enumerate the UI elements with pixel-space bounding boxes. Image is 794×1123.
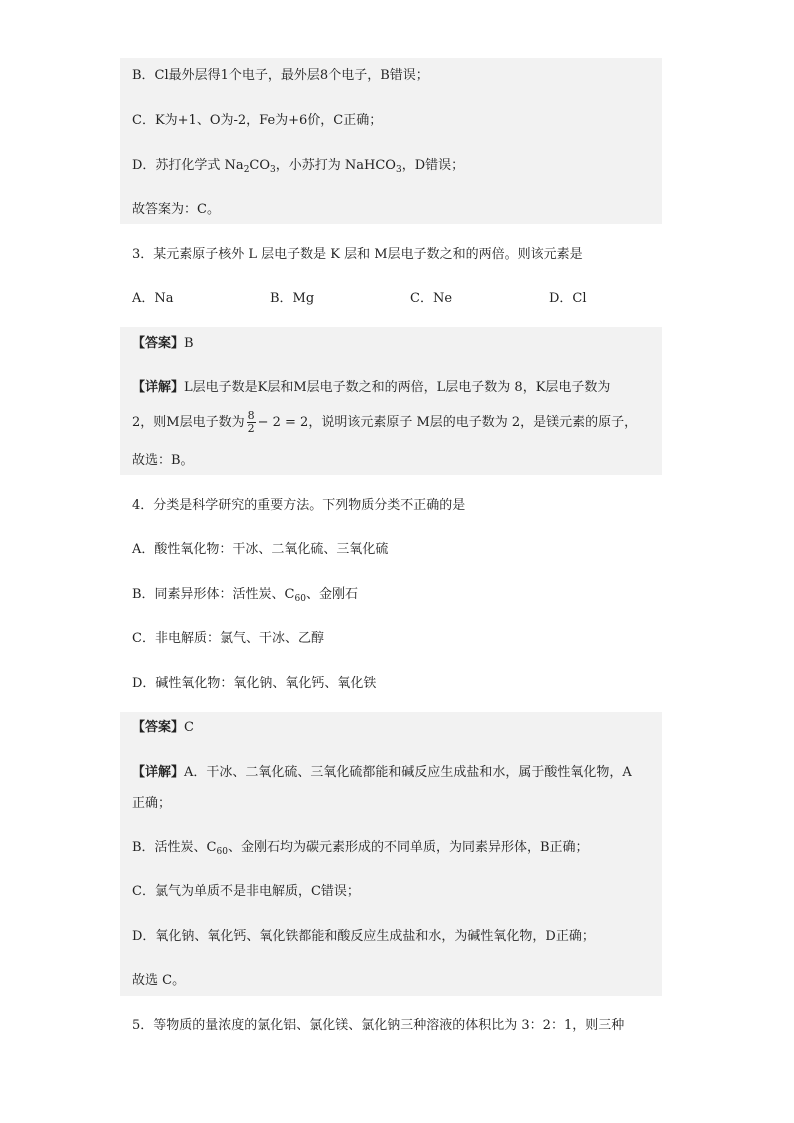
q2-detail-b: B．Cl最外层得1个电子，最外层8个电子，B错误；: [132, 68, 429, 83]
q3-option-d: D．Cl: [549, 291, 587, 306]
solution-block-q3: [120, 327, 662, 475]
fraction: $\frac{8}{2}$: [247, 409, 255, 435]
q2-detail-c: C．K为+1、O为-2，Fe为+6价，C正确；: [132, 113, 383, 128]
q2-conclusion: 故答案为：C。: [132, 202, 220, 217]
q4-answer: 【答案】C: [132, 720, 194, 735]
q3-option-b: B．Mg: [270, 291, 315, 306]
q2-detail-d: D．苏打化学式 $Na_2CO_3$，小苏打为 NaHCO$_3$，D错误；: [132, 158, 465, 175]
q3-option-a: A．Na: [132, 291, 174, 306]
q4-detail-a-line2: 正确；: [132, 796, 172, 811]
q4-option-d: D．碱性氧化物：氧化钠、氧化钙、氧化铁: [132, 676, 377, 691]
q3-detail-line3: 故选：B。: [132, 453, 194, 468]
q3-detail-line2: 2，则M层电子数为 $\frac{8}{2}$ − 2 = 2，说明该元素原子 M层的电子数为 2，是镁元素的原子，: [132, 409, 638, 435]
q4-conclusion: 故选 C。: [132, 973, 186, 988]
q3-detail-line1: 【详解】L层电子数是K层和M层电子数之和的两倍，L层电子数为 8，K层电子数为: [132, 380, 611, 395]
q3-stem: 3．某元素原子核外 L 层电子数是 K 层和 M层电子数之和的两倍。则该元素是: [132, 247, 583, 262]
q4-option-a: A．酸性氧化物：干冰、二氧化硫、三氧化硫: [132, 542, 389, 557]
q4-stem: 4．分类是科学研究的重要方法。下列物质分类不正确的是: [132, 498, 466, 513]
q3-option-c: C．Ne: [410, 291, 453, 306]
q4-option-b: B．同素异形体：活性炭、$C_{60}$、金刚石: [132, 587, 358, 604]
q5-stem: 5．等物质的量浓度的氯化铝、氯化镁、氯化钠三种溶液的体积比为 3：2：1，则三种: [132, 1018, 625, 1033]
q4-option-c: C．非电解质：氯气、干冰、乙醇: [132, 631, 324, 646]
q4-detail-a-line1: 【详解】A．干冰、二氧化硫、三氧化硫都能和碱反应生成盐和水，属于酸性氧化物，A: [132, 765, 632, 780]
q4-detail-c: C．氯气为单质不是非电解质，C错误；: [132, 884, 360, 899]
q3-answer: 【答案】B: [132, 336, 194, 351]
q4-detail-b: B．活性炭、$C_{60}$、金刚石均为碳元素形成的不同单质，为同素异形体，B正确；: [132, 840, 589, 857]
q4-detail-d: D．氧化钠、氧化钙、氧化铁都能和酸反应生成盐和水，为碱性氧化物，D正确；: [132, 929, 595, 944]
